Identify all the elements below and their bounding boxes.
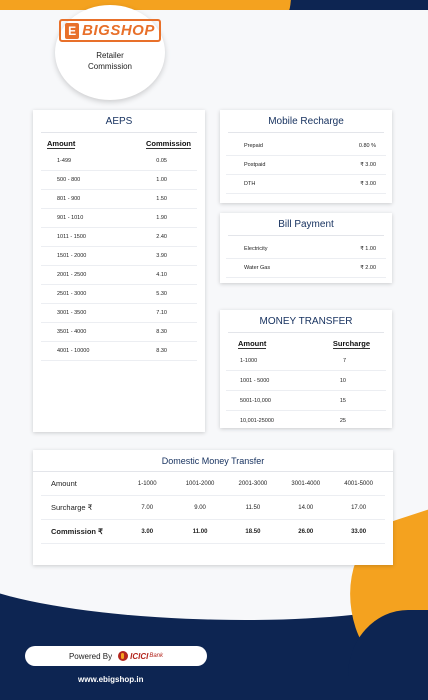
dmt-amount-row	[41, 472, 385, 496]
aeps-title: AEPS	[41, 110, 197, 133]
aeps-amount: 901 - 1010	[57, 215, 84, 221]
aeps-commission: 1.90	[156, 215, 167, 221]
dmt-cell: 3.00	[141, 528, 154, 535]
money-row	[226, 411, 386, 431]
mobile-rows	[220, 133, 392, 194]
dmt-cell: 11.00	[192, 528, 208, 535]
aeps-row	[41, 228, 197, 247]
aeps-commission: 1.00	[156, 177, 167, 183]
aeps-amount: 500 - 800	[57, 177, 81, 183]
mobile-label: Postpaid	[244, 162, 266, 168]
bill-value: ₹ 1.00	[360, 246, 376, 252]
money-surcharge: 10	[339, 377, 346, 384]
aeps-row	[41, 247, 197, 266]
aeps-commission: 8.30	[156, 348, 167, 354]
aeps-commission: 0.05	[156, 158, 167, 164]
dmt-commission-row	[41, 520, 385, 544]
icici-name: ICICI	[130, 651, 149, 661]
mobile-row	[226, 156, 386, 175]
dmt-surcharge-row	[41, 496, 385, 520]
dmt-amount-label: Amount	[51, 479, 77, 488]
icici-bank-logo	[118, 651, 163, 661]
bill-label: Electricity	[244, 246, 268, 252]
dmt-cell: 17.00	[351, 504, 367, 511]
aeps-amount: 3501 - 4000	[57, 329, 87, 335]
money-transfer-card	[220, 310, 392, 428]
dmt-cell: 2001-3000	[238, 480, 268, 487]
dmt-cell: 26.00	[298, 528, 314, 535]
money-rows	[220, 351, 392, 431]
money-col-surcharge: Surcharge	[332, 339, 370, 348]
bill-payment-card	[220, 213, 392, 283]
subtitle-line-1: Retailer	[96, 51, 124, 60]
aeps-row	[41, 190, 197, 209]
mobile-title: Mobile Recharge	[228, 110, 384, 133]
money-header	[220, 333, 392, 351]
aeps-commission: 8.30	[156, 329, 167, 335]
dmt-cell: 3001-4000	[291, 480, 321, 487]
aeps-commission: 4.10	[156, 272, 167, 278]
dmt-cell: 18.50	[245, 528, 261, 535]
dmt-card	[33, 450, 393, 565]
mobile-label: DTH	[244, 181, 256, 187]
dmt-surcharge-label: Surcharge ₹	[51, 503, 93, 512]
powered-by-pill	[25, 646, 207, 666]
dmt-cell: 9.00	[194, 504, 206, 511]
brand-mark: E	[65, 23, 79, 39]
logo-badge	[55, 5, 165, 100]
dmt-cell: 33.00	[351, 528, 367, 535]
aeps-amount: 801 - 900	[57, 196, 81, 202]
logo-subtitle	[88, 50, 132, 72]
dmt-cell: 1001-2000	[185, 480, 215, 487]
aeps-amount: 1-499	[57, 158, 72, 164]
money-amount: 1-1000	[240, 357, 258, 364]
dmt-cell: 14.00	[298, 504, 314, 511]
aeps-row	[41, 266, 197, 285]
aeps-commission: 3.90	[156, 253, 167, 259]
dmt-commission-label: Commission ₹	[51, 527, 103, 536]
aeps-row	[41, 323, 197, 342]
bill-value: ₹ 2.00	[360, 265, 376, 271]
money-title: MONEY TRANSFER	[228, 310, 384, 333]
subtitle-line-2: Commission	[87, 62, 132, 71]
dmt-title: Domestic Money Transfer	[33, 450, 393, 472]
bill-rows	[220, 236, 392, 278]
aeps-row	[41, 304, 197, 323]
mobile-label: Prepaid	[244, 143, 263, 149]
brand-name: BIGSHOP	[82, 22, 155, 39]
icici-mark-icon	[118, 651, 128, 661]
aeps-commission: 2.40	[156, 234, 167, 240]
powered-by-text: Powered By	[68, 651, 113, 661]
aeps-col-commission: Commission	[145, 139, 191, 148]
aeps-row	[41, 171, 197, 190]
aeps-commission: 5.30	[156, 291, 167, 297]
mobile-value: ₹ 3.00	[360, 162, 376, 168]
mobile-row	[226, 137, 386, 156]
aeps-header	[33, 133, 205, 152]
money-surcharge: 15	[339, 397, 346, 404]
mobile-recharge-card	[220, 110, 392, 203]
money-amount: 10,001-25000	[240, 417, 274, 424]
icici-bank-suffix: Bank	[149, 653, 164, 659]
money-surcharge: 25	[339, 417, 346, 424]
money-col-amount: Amount	[238, 339, 267, 348]
mobile-value: 0.80 %	[358, 143, 376, 149]
dmt-cell: 7.00	[141, 504, 154, 511]
aeps-commission: 1.50	[156, 196, 167, 202]
bill-title: Bill Payment	[228, 213, 384, 236]
aeps-amount: 1501 - 2000	[57, 253, 87, 259]
money-row	[226, 391, 386, 411]
money-surcharge: 7	[342, 357, 346, 364]
bill-row	[226, 259, 386, 278]
aeps-row	[41, 152, 197, 171]
aeps-card	[33, 110, 205, 432]
aeps-amount: 4001 - 10000	[57, 348, 90, 354]
bill-row	[226, 240, 386, 259]
aeps-row	[41, 285, 197, 304]
aeps-row	[41, 209, 197, 228]
aeps-commission: 7.10	[156, 310, 167, 316]
money-row	[226, 351, 386, 371]
aeps-amount: 3001 - 3500	[57, 310, 87, 316]
brand-logo	[59, 19, 161, 42]
aeps-amount: 1011 - 1500	[57, 234, 86, 240]
money-amount: 1001 - 5000	[240, 377, 270, 384]
money-row	[226, 371, 386, 391]
mobile-value: ₹ 3.00	[360, 181, 376, 187]
mobile-row	[226, 175, 386, 194]
money-amount: 5001-10,000	[240, 397, 271, 404]
bill-label: Water Gas	[244, 265, 271, 271]
aeps-rows	[33, 152, 205, 361]
aeps-col-amount: Amount	[47, 139, 76, 148]
dmt-cell: 4001-5000	[344, 480, 373, 487]
aeps-row	[41, 342, 197, 361]
aeps-amount: 2501 - 3000	[57, 291, 87, 297]
dmt-cell: 11.50	[245, 504, 261, 511]
aeps-amount: 2001 - 2500	[57, 272, 87, 278]
website-link[interactable]: www.ebigshop.in	[78, 675, 144, 684]
dmt-cell: 1-1000	[137, 480, 157, 487]
